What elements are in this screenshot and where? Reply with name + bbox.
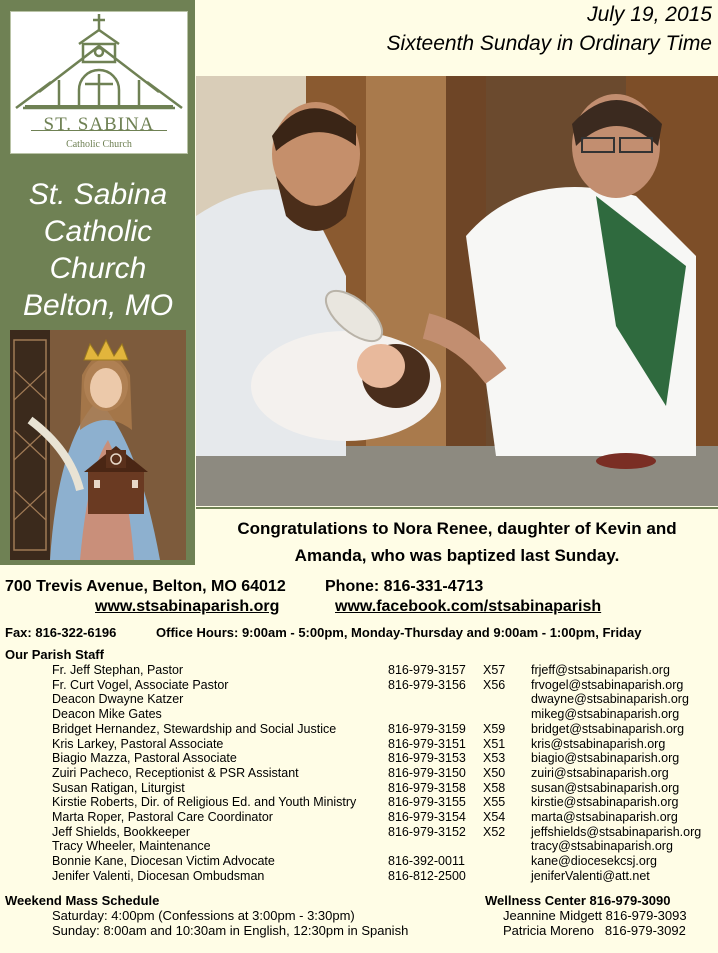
photo-caption <box>196 507 718 571</box>
staff-extension: X59 <box>483 721 506 736</box>
staff-row <box>0 722 718 737</box>
logo-name: ST. SABINA <box>43 114 155 135</box>
church-title-line: Catholic <box>43 215 153 248</box>
staff-phone: 816-979-3159 <box>388 721 466 736</box>
staff-name: Marta Roper, Pastoral Care Coordinator <box>52 810 273 824</box>
staff-phone: 816-392-0011 <box>388 854 465 869</box>
staff-phone: 816-979-3153 <box>388 751 466 766</box>
bulletin-date: July 19, 2015 <box>587 3 712 26</box>
staff-extension: X52 <box>483 824 506 839</box>
staff-extension: X55 <box>483 795 506 810</box>
wellness-contact: Jeannine Midgett 816-979-3093 <box>503 908 687 923</box>
staff-email[interactable]: kane@diocesekcsj.org <box>531 854 657 869</box>
staff-name: Tracy Wheeler, Maintenance <box>52 839 211 854</box>
staff-email[interactable]: marta@stsabinaparish.org <box>531 810 678 824</box>
staff-heading: Our Parish Staff <box>5 647 104 662</box>
facebook-link[interactable]: www.facebook.com/stsabinaparish <box>335 598 602 615</box>
staff-row <box>0 825 718 840</box>
staff-name: Deacon Mike Gates <box>52 707 162 722</box>
staff-row <box>0 692 718 707</box>
caption-line: Congratulations to Nora Renee, daughter of Kevin and <box>237 519 677 538</box>
staff-phone: 816-979-3156 <box>388 677 466 692</box>
staff-row <box>0 810 718 825</box>
staff-row <box>0 663 718 678</box>
staff-extension: X57 <box>483 663 506 677</box>
church-title-line: Belton, MO <box>22 289 174 322</box>
church-title-line: St. Sabina <box>28 178 168 211</box>
staff-row <box>0 795 718 810</box>
staff-extension: X54 <box>483 810 506 824</box>
mass-saturday: Saturday: 4:00pm (Confessions at 3:00pm - 3:30pm) <box>52 908 355 923</box>
staff-name: Biagio Mazza, Pastoral Associate <box>52 751 237 766</box>
staff-row <box>0 737 718 752</box>
logo-subtitle: Catholic Church <box>66 139 132 150</box>
staff-extension: X53 <box>483 751 506 766</box>
staff-row <box>0 869 718 884</box>
church-logo <box>10 11 188 154</box>
staff-name: Jenifer Valenti, Diocesan Ombudsman <box>52 868 265 883</box>
staff-extension: X56 <box>483 677 506 692</box>
staff-email[interactable]: biagio@stsabinaparish.org <box>531 751 680 766</box>
staff-name: Kirstie Roberts, Dir. of Religious Ed. and Youth Ministry <box>52 795 357 810</box>
staff-phone: 816-979-3152 <box>388 824 466 839</box>
mass-schedule-heading: Weekend Mass Schedule <box>5 893 160 908</box>
staff-email[interactable]: zuiri@stsabinaparish.org <box>531 765 669 780</box>
church-title <box>6 176 190 324</box>
staff-row <box>0 781 718 796</box>
staff-row <box>0 766 718 781</box>
staff-name: Susan Ratigan, Liturgist <box>52 780 185 795</box>
wellness-center-heading: Wellness Center 816-979-3090 <box>485 893 671 908</box>
staff-email[interactable]: mikeg@stsabinaparish.org <box>531 707 680 722</box>
staff-email[interactable]: jeniferValenti@att.net <box>531 868 650 883</box>
saint-statue-image <box>10 330 186 560</box>
staff-name: Bonnie Kane, Diocesan Victim Advocate <box>52 854 275 869</box>
staff-name: Fr. Curt Vogel, Associate Pastor <box>52 677 229 692</box>
phone-number: Phone: 816-331-4713 <box>325 578 484 595</box>
staff-extension: X58 <box>483 780 506 795</box>
caption-line: Amanda, who was baptized last Sunday. <box>294 546 620 565</box>
staff-email[interactable]: tracy@stsabinaparish.org <box>531 839 673 854</box>
office-hours: Office Hours: 9:00am - 5:00pm, Monday-Thursday and 9:00am - 1:00pm, Friday <box>156 625 642 640</box>
staff-row <box>0 854 718 869</box>
address: 700 Trevis Avenue, Belton, MO 64012 <box>5 578 286 595</box>
staff-name: Kris Larkey, Pastoral Associate <box>52 736 224 751</box>
staff-row <box>0 751 718 766</box>
staff-name: Deacon Dwayne Katzer <box>52 692 184 707</box>
staff-name: Fr. Jeff Stephan, Pastor <box>52 663 184 677</box>
staff-email[interactable]: kris@stsabinaparish.org <box>531 736 666 751</box>
staff-email[interactable]: susan@stsabinaparish.org <box>531 780 680 795</box>
staff-extension: X51 <box>483 736 506 751</box>
staff-email[interactable]: bridget@stsabinaparish.org <box>531 721 685 736</box>
staff-name: Jeff Shields, Bookkeeper <box>52 824 191 839</box>
liturgical-day: Sixteenth Sunday in Ordinary Time <box>386 32 712 55</box>
church-title-line: Church <box>49 252 147 285</box>
website-link[interactable]: www.stsabinaparish.org <box>95 598 280 615</box>
staff-phone: 816-979-3151 <box>388 736 466 751</box>
staff-email[interactable]: jeffshields@stsabinaparish.org <box>531 824 702 839</box>
staff-email[interactable]: frvogel@stsabinaparish.org <box>531 677 684 692</box>
staff-email[interactable]: frjeff@stsabinaparish.org <box>531 663 670 677</box>
staff-phone: 816-979-3154 <box>388 810 466 824</box>
fax-number: Fax: 816-322-6196 <box>5 625 117 640</box>
bulletin-header <box>195 0 718 75</box>
staff-row <box>0 839 718 854</box>
wellness-contact: Patricia Moreno 816-979-3092 <box>503 923 686 938</box>
staff-table <box>0 663 718 888</box>
staff-email[interactable]: kirstie@stsabinaparish.org <box>531 795 679 810</box>
staff-email[interactable]: dwayne@stsabinaparish.org <box>531 692 689 707</box>
staff-phone: 816-979-3150 <box>388 765 466 780</box>
staff-phone: 816-979-3155 <box>388 795 466 810</box>
mass-sunday: Sunday: 8:00am and 10:30am in English, 12:30pm in Spanish <box>52 923 409 938</box>
staff-phone: 816-979-3157 <box>388 663 466 677</box>
staff-phone: 816-979-3158 <box>388 780 466 795</box>
staff-extension: X50 <box>483 765 506 780</box>
staff-row <box>0 678 718 693</box>
staff-name: Zuiri Pacheco, Receptionist & PSR Assistant <box>52 765 299 780</box>
baptism-photo <box>196 76 718 506</box>
staff-name: Bridget Hernandez, Stewardship and Social Justice <box>52 721 337 736</box>
staff-row <box>0 707 718 722</box>
staff-phone: 816-812-2500 <box>388 868 466 883</box>
